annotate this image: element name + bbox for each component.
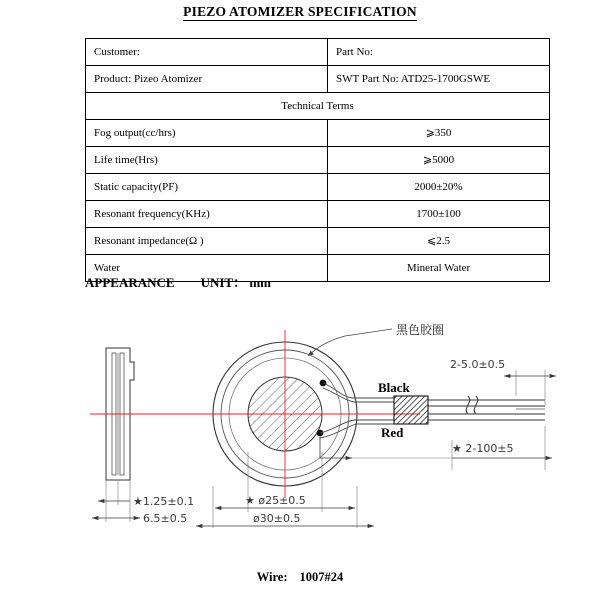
dim-wire-length-text: ★ 2-100±5	[452, 442, 514, 455]
table-row	[86, 147, 550, 174]
cell-resonant-frequency-label: Resonant frequency(KHz)	[86, 201, 328, 228]
cell-fog-output-label: Fog output(cc/hrs)	[86, 120, 328, 147]
wire-specification-note	[0, 570, 600, 585]
label-black-lead: Black	[378, 380, 410, 395]
cell-customer-label: Customer:	[86, 39, 328, 66]
cell-fog-output-value: ⩾350	[328, 120, 550, 147]
appearance-label: APPEARANCE	[85, 275, 175, 290]
cell-water-label: Water	[86, 255, 328, 282]
crimp-connector	[394, 396, 428, 424]
cell-swt-part-no: SWT Part No: ATD25-1700GSWE	[328, 66, 550, 93]
appearance-heading	[85, 272, 271, 291]
table-row	[86, 228, 550, 255]
page-title-text: PIEZO ATOMIZER SPECIFICATION	[183, 4, 417, 19]
wire-label: Wire:	[256, 570, 288, 584]
cell-life-time-value: ⩾5000	[328, 147, 550, 174]
dim-outer-diameter-text: ø30±0.5	[253, 512, 301, 525]
appearance-unit-label: UNIT： mm	[200, 275, 271, 290]
lead-wires-assembly	[378, 358, 556, 470]
table-row	[86, 66, 550, 93]
label-red-lead: Red	[381, 425, 404, 440]
wire-value: 1007#24	[299, 570, 344, 584]
table-row	[86, 39, 550, 66]
cell-life-time-label: Life time(Hrs)	[86, 147, 328, 174]
cell-part-no-label: Part No:	[328, 39, 550, 66]
cell-product-label: Product: Pizeo Atomizer	[86, 66, 328, 93]
table-row	[86, 201, 550, 228]
cell-resonant-impedance-value: ⩽2.5	[328, 228, 550, 255]
cell-static-capacity-label: Static capacity(PF)	[86, 174, 328, 201]
cell-resonant-frequency-value: 1700±100	[328, 201, 550, 228]
page-title	[0, 4, 600, 20]
table-row-section	[86, 93, 550, 120]
specification-table	[85, 38, 550, 282]
cell-resonant-impedance-label: Resonant impedance(Ω )	[86, 228, 328, 255]
cell-technical-terms-header: Technical Terms	[86, 93, 550, 120]
table-row	[86, 174, 550, 201]
table-row	[86, 120, 550, 147]
cell-static-capacity-value: 2000±20%	[328, 174, 550, 201]
technical-drawing	[0, 300, 600, 570]
cell-water-value: Mineral Water	[328, 255, 550, 282]
side-view-profile	[90, 348, 200, 525]
annotation-rubber-ring-cn: 黑色胶圈	[396, 323, 445, 337]
dim-inner-diameter-text: ★ ø25±0.5	[245, 494, 306, 507]
dim-thickness-text: ★1.25±0.1	[133, 495, 195, 508]
dim-strip-length-text: 2-5.0±0.5	[450, 358, 506, 371]
dim-body-width-text: 6.5±0.5	[143, 512, 188, 525]
